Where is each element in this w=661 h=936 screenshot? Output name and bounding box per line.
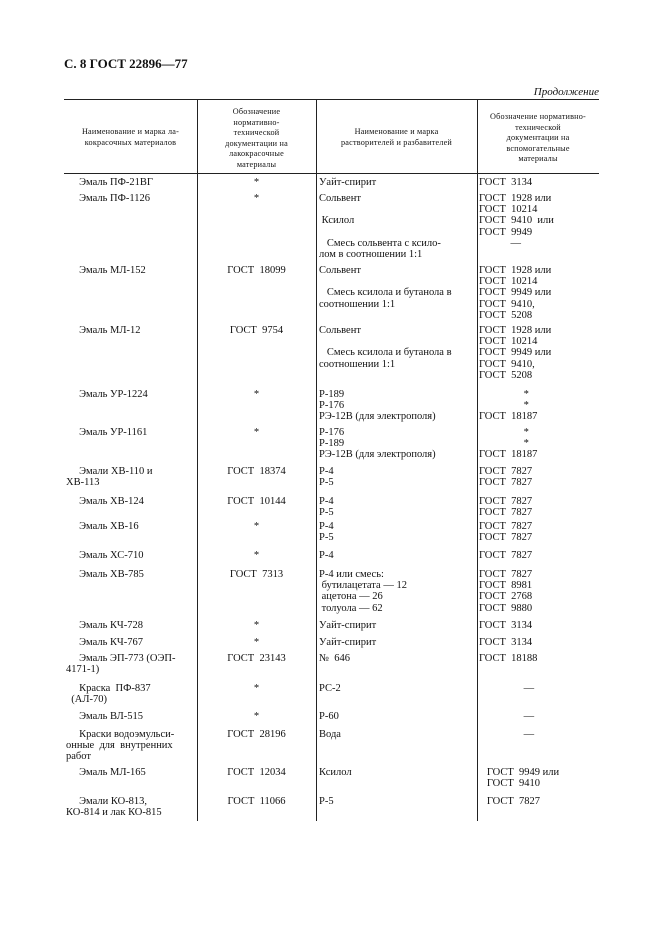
cell-aux-doc: ГОСТ 7827 ГОСТ 7827 [479,521,533,544]
cell-aux-doc: — [479,711,535,722]
cell-material: Эмаль МЛ-12 [66,325,141,336]
cell-aux-doc: ГОСТ 7827 ГОСТ 7827 [479,496,533,519]
column-header-solvent: Наименование и марка растворителей и разбавителей [340,127,453,147]
cell-solvent: Р-4 Р-5 [319,521,334,544]
cell-aux-doc: ГОСТ 7827 ГОСТ 7827 [479,466,533,489]
cell-solvent: Ксилол [319,767,352,778]
cell-material: Эмаль ЭП-773 (ОЭП- 4171-1) [66,653,176,676]
cell-material: Эмали ХВ-110 и ХВ-113 [66,466,153,489]
cell-material-doc: ГОСТ 28196 [227,729,286,740]
cell-material: Эмаль ХС-710 [66,550,144,561]
cell-solvent: Вода [319,729,341,740]
cell-solvent: РС-2 [319,683,341,694]
cell-aux-doc: ГОСТ 9949 или ГОСТ 9410 [486,767,560,790]
cell-aux-doc: ГОСТ 18188 [479,653,538,664]
header-bottom-rule [64,173,599,174]
column-header-material: Наименование и марка ла- кокрасочных материалов [81,127,180,147]
cell-solvent: Р-5 [319,796,334,807]
cell-material: Эмаль ВЛ-515 [66,711,144,722]
cell-material: Эмаль КЧ-728 [66,620,143,631]
cell-material: Краски водоэмульси- онные для внутренних работ [66,729,175,763]
cell-aux-doc: ГОСТ 7827 ГОСТ 8981 ГОСТ 2768 ГОСТ 9880 [479,569,533,614]
cell-material-doc: * [253,620,260,631]
cell-aux-doc: ГОСТ 1928 или ГОСТ 10214 ГОСТ 9410 или ГОСТ 9949 — [479,193,554,249]
cell-solvent: Р-4 Р-5 [319,496,334,519]
cell-solvent: Р-4 или смесь: бутилацетата — 12 ацетона — 26 толуола — 62 [319,569,407,614]
cell-solvent: Уайт-спирит [319,637,377,648]
column-header-material-doc: Обозначение нормативно- технической документации на лакокрасочные материалы [225,107,288,169]
cell-aux-doc: ГОСТ 3134 [479,620,533,631]
cell-material-doc: * [253,177,260,188]
cell-material: Эмаль ХВ-124 [66,496,144,507]
cell-material-doc: ГОСТ 11066 [227,796,286,807]
cell-aux-doc: * * ГОСТ 18187 [479,427,538,461]
cell-aux-doc: ГОСТ 7827 [479,550,533,561]
cell-material-doc: ГОСТ 18099 [227,265,286,276]
cell-material: Эмаль ПФ-1126 [66,193,151,204]
cell-material: Эмаль ХВ-785 [66,569,144,580]
cell-aux-doc: — [479,683,535,694]
cell-solvent: Р-4 Р-5 [319,466,334,489]
cell-solvent: Сольвент Смесь ксилола и бутанола в соотношении 1:1 [319,265,452,310]
cell-material-doc: * [253,193,260,204]
cell-solvent: Сольвент Смесь ксилола и бутанола в соотношении 1:1 [319,325,452,370]
cell-aux-doc: ГОСТ 1928 или ГОСТ 10214 ГОСТ 9949 или ГОСТ 9410, ГОСТ 5208 [479,265,552,321]
cell-material: Эмаль УР-1224 [66,389,148,400]
column-divider [477,99,478,821]
table-top-rule [64,99,599,100]
cell-aux-doc: ГОСТ 3134 [479,637,533,648]
cell-solvent: Р-189 Р-176 РЭ-12В (для электрополя) [319,389,436,423]
cell-solvent: № 646 [319,653,351,664]
cell-material-doc: * [253,427,260,438]
cell-solvent: Р-176 Р-189 РЭ-12В (для электрополя) [319,427,436,461]
cell-solvent: Сольвент Ксилол Смесь сольвента с ксило- лом в соотношении 1:1 [319,193,441,261]
cell-material: Эмаль ПФ-21ВГ [66,177,153,188]
continuation-label: Продолжение [533,86,599,98]
column-divider [197,99,198,821]
cell-aux-doc: ГОСТ 1928 или ГОСТ 10214 ГОСТ 9949 или ГОСТ 9410, ГОСТ 5208 [479,325,552,381]
cell-material: Эмали КО-813, КО-814 и лак КО-815 [66,796,162,819]
column-header-aux-doc: Обозначение нормативно- технической документации на вспомогательные материалы [490,112,586,163]
cell-material-doc: * [253,711,260,722]
cell-material-doc: * [253,637,260,648]
cell-aux-doc: ГОСТ 7827 [479,796,541,807]
cell-material-doc: ГОСТ 12034 [227,767,286,778]
cell-solvent: Уайт-спирит [319,620,377,631]
cell-material-doc: ГОСТ 7313 [229,569,284,580]
cell-aux-doc: * * ГОСТ 18187 [479,389,538,423]
cell-solvent: Р-60 [319,711,339,722]
cell-material-doc: * [253,550,260,561]
cell-material: Эмаль КЧ-767 [66,637,143,648]
cell-material: Эмаль ХВ-16 [66,521,139,532]
cell-material-doc: ГОСТ 9754 [229,325,284,336]
cell-material-doc: ГОСТ 23143 [227,653,286,664]
cell-solvent: Р-4 [319,550,334,561]
cell-material-doc: * [253,683,260,694]
cell-material-doc: ГОСТ 18374 [227,466,286,477]
cell-aux-doc: — [479,729,535,740]
column-divider [316,99,317,821]
cell-aux-doc: ГОСТ 3134 [479,177,533,188]
cell-material-doc: * [253,521,260,532]
cell-material-doc: * [253,389,260,400]
cell-material: Краска ПФ-837 (АЛ-70) [71,683,151,706]
cell-material: Эмаль МЛ-165 [66,767,146,778]
cell-material: Эмаль УР-1161 [66,427,148,438]
cell-material: Эмаль МЛ-152 [66,265,146,276]
page-header: С. 8 ГОСТ 22896—77 [64,56,188,71]
cell-material-doc: ГОСТ 10144 [227,496,286,507]
cell-solvent: Уайт-спирит [319,177,377,188]
